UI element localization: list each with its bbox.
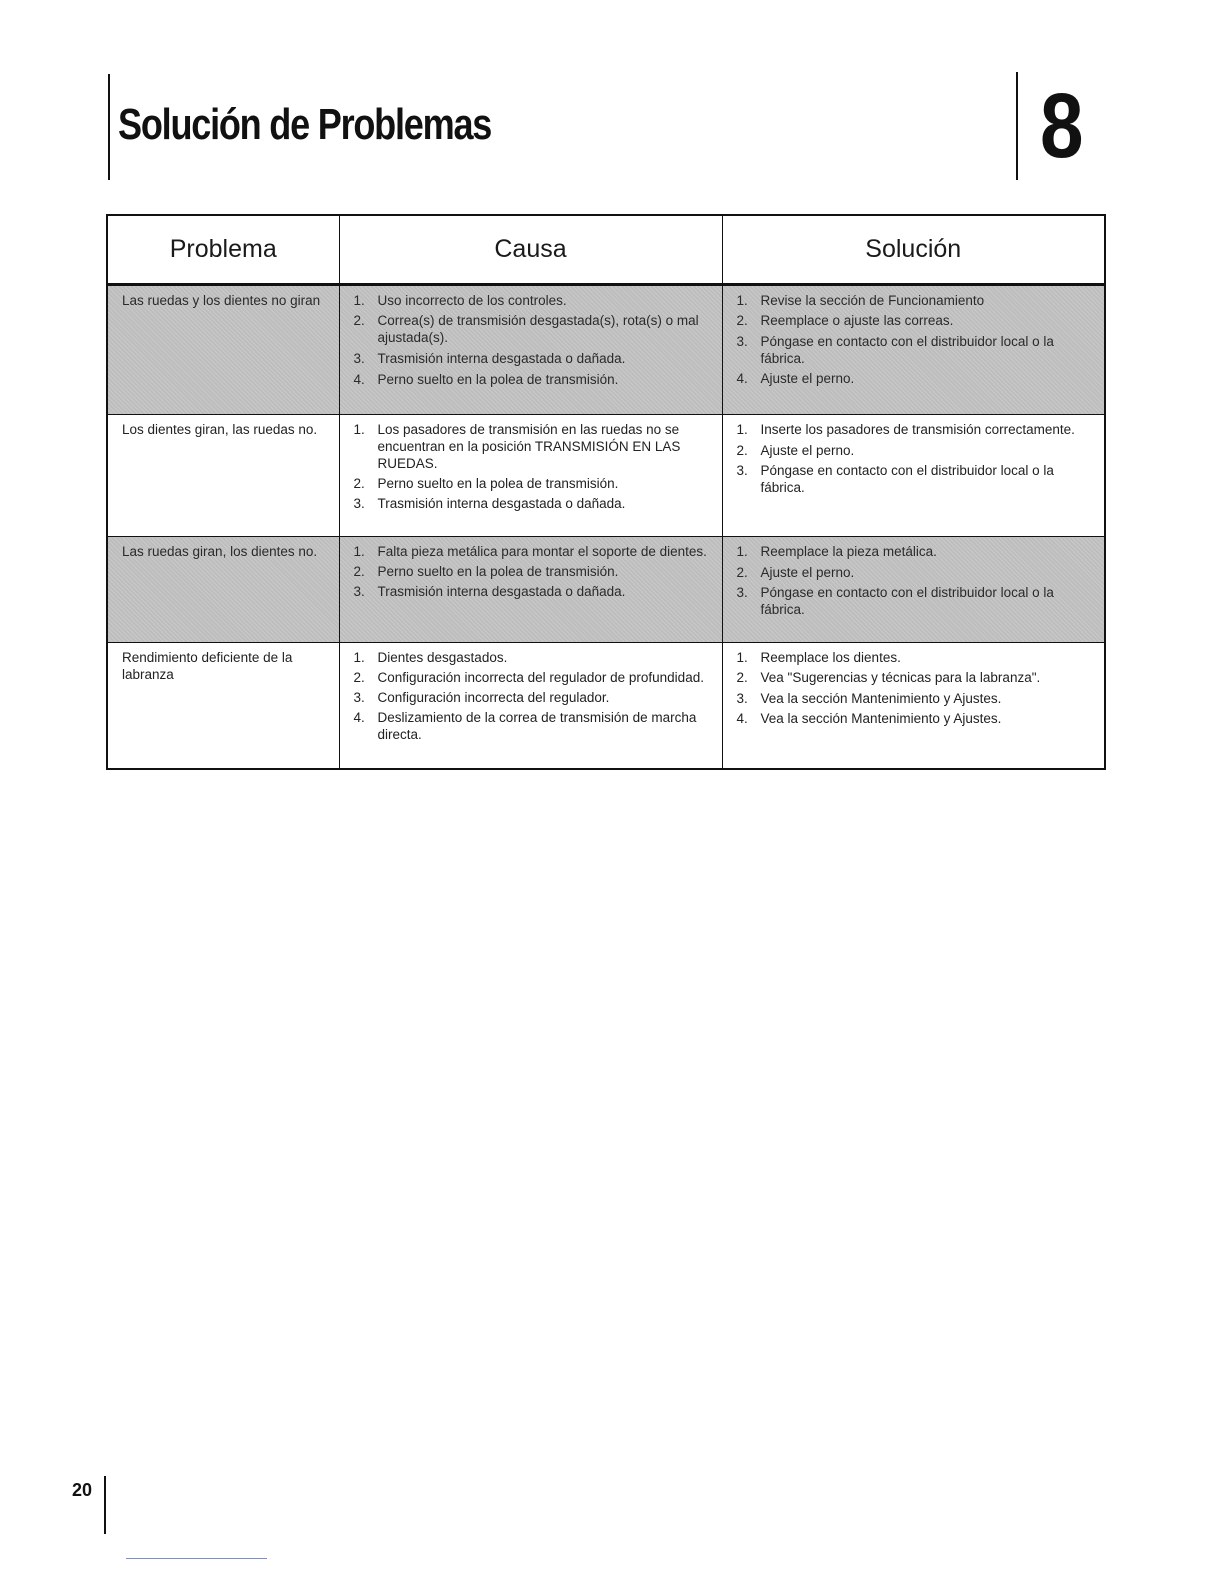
cause-cell xyxy=(339,537,722,643)
problem-cell xyxy=(107,415,339,537)
solution-list xyxy=(737,292,1095,387)
solution-item-text: Ajuste el perno. xyxy=(760,443,855,458)
cause-item-number: 4. xyxy=(353,372,365,387)
cause-item-number: 1. xyxy=(353,422,365,437)
table-row xyxy=(107,415,1105,537)
solution-item xyxy=(737,370,1095,387)
solution-item xyxy=(737,421,1095,438)
solution-item xyxy=(737,564,1095,581)
troubleshooting-table xyxy=(106,214,1106,770)
solution-item-number: 4. xyxy=(736,371,748,386)
page-title: Solución de Problemas xyxy=(118,100,492,149)
solution-item-text: Póngase en contacto con el distribuidor local o la fábrica. xyxy=(760,463,1054,495)
problem-cell xyxy=(107,285,339,415)
table-header-row xyxy=(107,215,1105,285)
cause-item-text: Perno suelto en la polea de transmisión. xyxy=(377,476,619,491)
cause-item-number: 2. xyxy=(353,313,365,328)
cause-item-text: Falta pieza metálica para montar el soporte de dientes. xyxy=(377,544,707,559)
footer-link-line xyxy=(126,1558,267,1559)
solution-item-text: Revise la sección de Funcionamiento xyxy=(760,293,985,308)
cause-item xyxy=(354,421,712,472)
solution-item-number: 3. xyxy=(736,691,748,706)
solution-cell xyxy=(722,643,1105,769)
solution-item-text: Vea la sección Mantenimiento y Ajustes. xyxy=(760,711,1002,726)
solution-item xyxy=(737,333,1095,367)
cause-item xyxy=(354,649,712,666)
problem-cell xyxy=(107,643,339,769)
solution-item-number: 1. xyxy=(736,293,748,308)
cause-cell xyxy=(339,643,722,769)
cause-item-text: Configuración incorrecta del regulador de profundidad. xyxy=(377,670,704,685)
solution-item xyxy=(737,312,1095,329)
solution-item-number: 2. xyxy=(736,565,748,580)
solution-cell xyxy=(722,415,1105,537)
cause-item-number: 3. xyxy=(353,690,365,705)
cause-item-number: 1. xyxy=(353,650,365,665)
solution-cell xyxy=(722,537,1105,643)
column-header-problem: Problema xyxy=(107,215,339,285)
problem-text: Los dientes giran, las ruedas no. xyxy=(122,422,318,437)
cause-item xyxy=(354,312,712,346)
cause-item-text: Trasmisión interna desgastada o dañada. xyxy=(377,496,626,511)
problem-text: Rendimiento deficiente de la labranza xyxy=(122,650,293,682)
cause-item xyxy=(354,543,712,560)
cause-item xyxy=(354,669,712,686)
solution-item xyxy=(737,442,1095,459)
solution-item-text: Póngase en contacto con el distribuidor local o la fábrica. xyxy=(760,334,1054,366)
page-number: 20 xyxy=(72,1480,93,1500)
solution-item-number: 3. xyxy=(736,463,748,478)
title-left-rule xyxy=(108,74,110,180)
cause-item xyxy=(354,495,712,512)
cause-item-text: Configuración incorrecta del regulador. xyxy=(377,690,610,705)
table-row xyxy=(107,643,1105,769)
cause-item-text: Perno suelto en la polea de transmisión. xyxy=(377,564,619,579)
cause-item-number: 3. xyxy=(353,351,365,366)
solution-item-number: 2. xyxy=(736,443,748,458)
solution-item-number: 2. xyxy=(736,313,748,328)
cause-list xyxy=(354,543,712,600)
problem-cell xyxy=(107,537,339,643)
solution-list xyxy=(737,421,1095,496)
solution-item-text: Vea la sección Mantenimiento y Ajustes. xyxy=(760,691,1002,706)
table-row xyxy=(107,285,1105,415)
cause-item-number: 3. xyxy=(353,496,365,511)
solution-item-text: Reemplace o ajuste las correas. xyxy=(760,313,954,328)
solution-cell xyxy=(722,285,1105,415)
solution-item-number: 1. xyxy=(736,544,748,559)
solution-item-number: 1. xyxy=(736,422,748,437)
solution-item-text: Vea "Sugerencias y técnicas para la labranza". xyxy=(760,670,1041,685)
cause-item-number: 4. xyxy=(353,710,365,725)
cause-item-number: 3. xyxy=(353,584,365,599)
solution-item xyxy=(737,710,1095,727)
solution-item-number: 4. xyxy=(736,711,748,726)
solution-item-text: Reemplace la pieza metálica. xyxy=(760,544,937,559)
chapter-number: 8 xyxy=(1040,75,1084,177)
cause-item xyxy=(354,563,712,580)
page-number-rule xyxy=(104,1476,106,1534)
solution-item xyxy=(737,669,1095,686)
solution-item-text: Reemplace los dientes. xyxy=(760,650,901,665)
cause-item xyxy=(354,709,712,743)
cause-item xyxy=(354,689,712,706)
cause-item-text: Los pasadores de transmisión en las ruedas no se encuentran en la posición TRANSMISIÓN EN LAS RUEDAS. xyxy=(377,422,681,471)
cause-list xyxy=(354,649,712,743)
solution-item xyxy=(737,462,1095,496)
column-header-solution: Solución xyxy=(722,215,1105,285)
chapter-divider-rule xyxy=(1016,72,1018,180)
solution-item-number: 2. xyxy=(736,670,748,685)
cause-item-text: Uso incorrecto de los controles. xyxy=(377,293,567,308)
cause-list xyxy=(354,292,712,388)
column-header-cause: Causa xyxy=(339,215,722,285)
cause-cell xyxy=(339,415,722,537)
solution-item-number: 1. xyxy=(736,650,748,665)
solution-item-text: Inserte los pasadores de transmisión correctamente. xyxy=(760,422,1075,437)
cause-item-text: Trasmisión interna desgastada o dañada. xyxy=(377,351,626,366)
cause-item xyxy=(354,371,712,388)
solution-item-text: Ajuste el perno. xyxy=(760,565,855,580)
cause-item xyxy=(354,475,712,492)
cause-item-number: 1. xyxy=(353,544,365,559)
cause-item-text: Deslizamiento de la correa de transmisión de marcha directa. xyxy=(377,710,697,742)
solution-item xyxy=(737,649,1095,666)
problem-text: Las ruedas giran, los dientes no. xyxy=(122,544,318,559)
solution-item xyxy=(737,690,1095,707)
cause-list xyxy=(354,421,712,512)
table-row xyxy=(107,537,1105,643)
solution-item-number: 3. xyxy=(736,334,748,349)
solution-item xyxy=(737,584,1095,618)
problem-text: Las ruedas y los dientes no giran xyxy=(122,293,321,308)
solution-item xyxy=(737,292,1095,309)
cause-item-number: 2. xyxy=(353,670,365,685)
cause-item-number: 2. xyxy=(353,476,365,491)
cause-item xyxy=(354,292,712,309)
solution-list xyxy=(737,649,1095,727)
cause-item-text: Correa(s) de transmisión desgastada(s), rota(s) o mal ajustada(s). xyxy=(377,313,699,345)
cause-cell xyxy=(339,285,722,415)
solution-item-number: 3. xyxy=(736,585,748,600)
solution-item xyxy=(737,543,1095,560)
cause-item-number: 2. xyxy=(353,564,365,579)
cause-item-number: 1. xyxy=(353,293,365,308)
cause-item-text: Dientes desgastados. xyxy=(377,650,508,665)
cause-item-text: Perno suelto en la polea de transmisión. xyxy=(377,372,619,387)
cause-item-text: Trasmisión interna desgastada o dañada. xyxy=(377,584,626,599)
solution-list xyxy=(737,543,1095,618)
solution-item-text: Ajuste el perno. xyxy=(760,371,855,386)
cause-item xyxy=(354,583,712,600)
cause-item xyxy=(354,350,712,367)
solution-item-text: Póngase en contacto con el distribuidor local o la fábrica. xyxy=(760,585,1054,617)
